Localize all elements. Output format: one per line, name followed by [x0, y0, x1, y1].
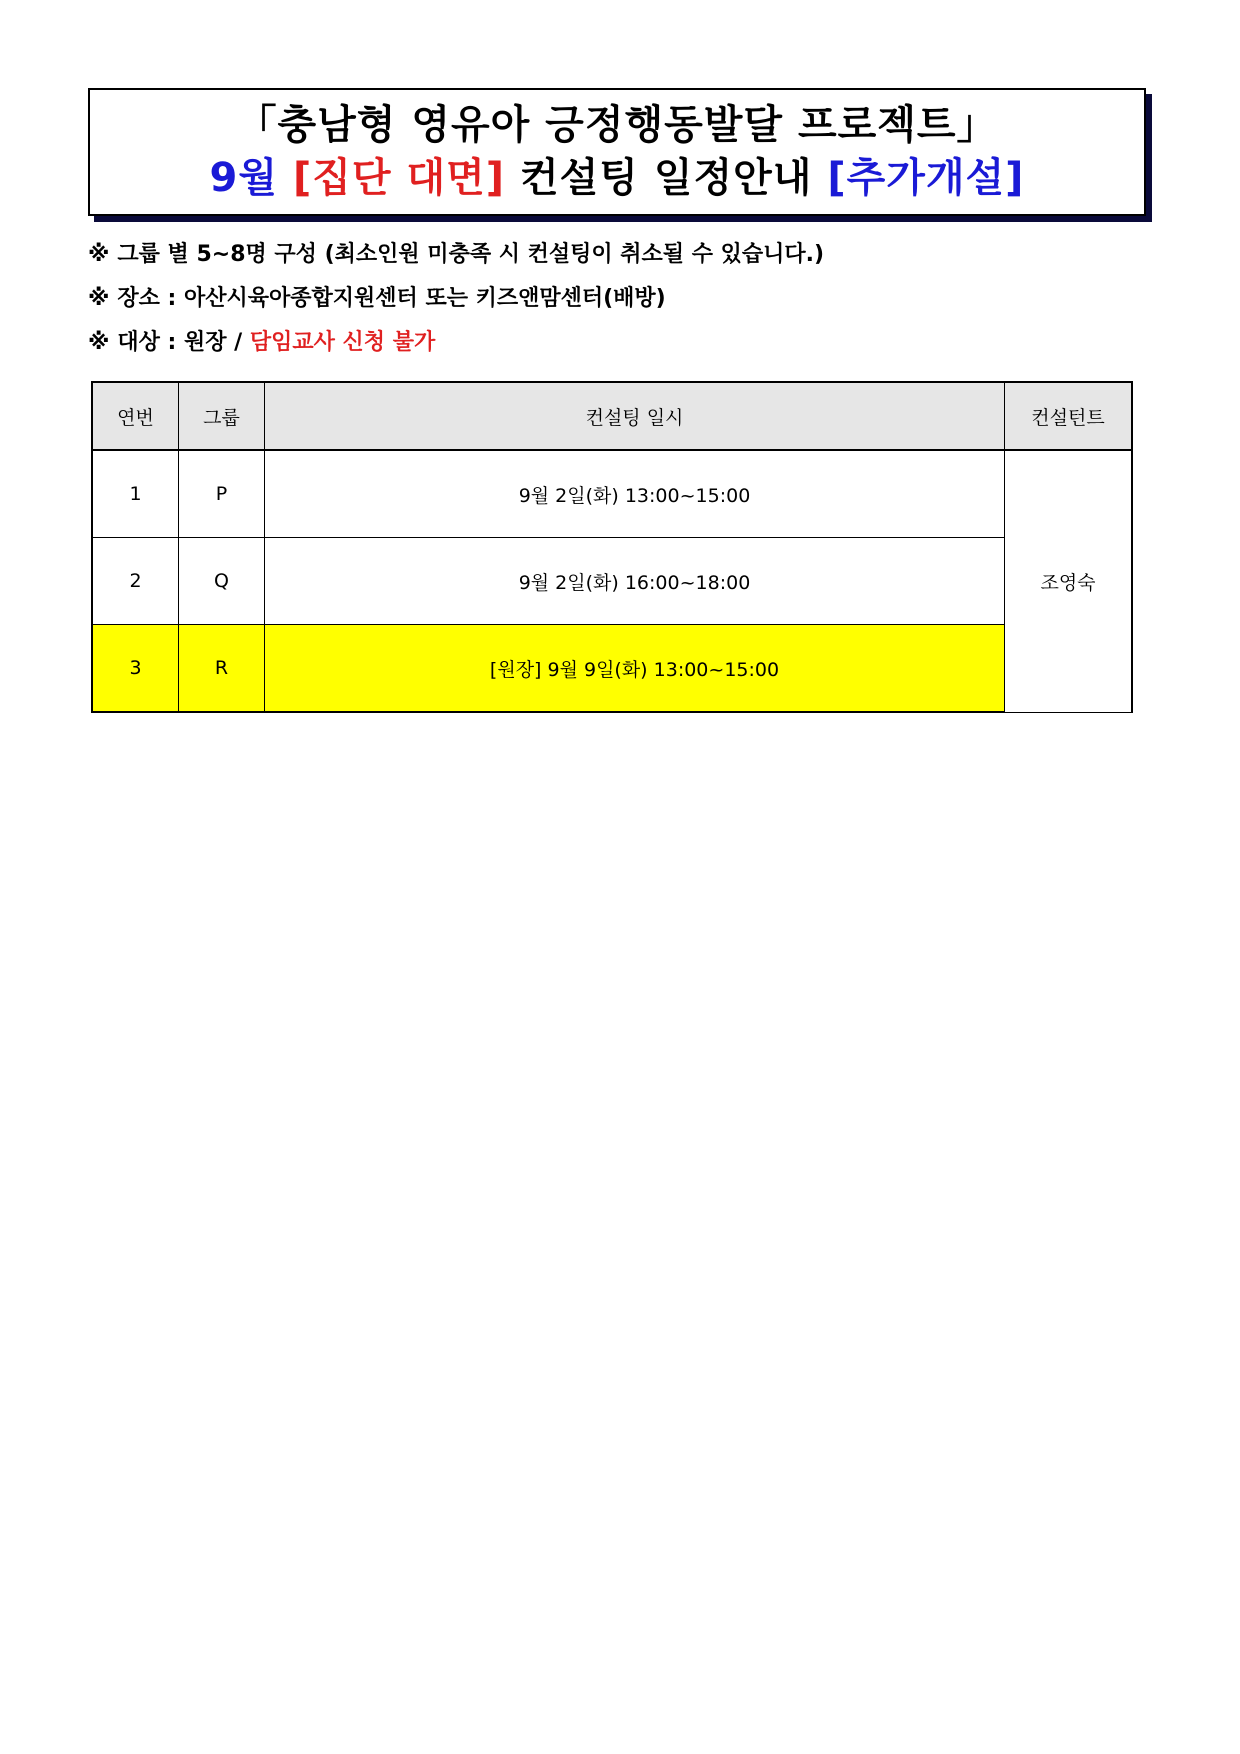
row-datetime: [원장] 9월 9일(화) 13:00~15:00 — [265, 625, 1005, 713]
title-type: [집단 대면] — [292, 155, 506, 201]
reference-mark: ※ — [88, 242, 110, 267]
title-month: 9월 — [209, 155, 279, 201]
header-group: 그룹 — [179, 382, 265, 450]
title-box — [88, 88, 1146, 216]
row-group: Q — [179, 538, 265, 625]
schedule-title — [210, 151, 1025, 205]
note-target-text: 대상 : 원장 / — [117, 330, 243, 355]
row-group: P — [179, 450, 265, 538]
row-datetime: 9월 2일(화) 13:00~15:00 — [265, 450, 1005, 538]
project-title: 「충남형 영유아 긍정행동발달 프로젝트」 — [236, 102, 998, 148]
header-no: 연번 — [92, 382, 179, 450]
note-target — [88, 326, 824, 370]
table-row — [92, 450, 1132, 538]
reference-mark: ※ — [88, 286, 110, 311]
note-group-size — [88, 238, 824, 282]
reference-mark: ※ — [88, 330, 110, 355]
note-place — [88, 282, 824, 326]
notes-section — [88, 238, 824, 370]
note-target-warning: 담임교사 신청 불가 — [249, 330, 436, 355]
table-row — [92, 538, 1132, 625]
header-consultant: 컨설턴트 — [1005, 382, 1133, 450]
title-extra: [추가개설] — [827, 155, 1025, 201]
row-group: R — [179, 625, 265, 713]
row-datetime: 9월 2일(화) 16:00~18:00 — [265, 538, 1005, 625]
row-no: 3 — [92, 625, 179, 713]
row-no: 1 — [92, 450, 179, 538]
header-datetime: 컨설팅 일시 — [265, 382, 1005, 450]
schedule-table — [91, 381, 1133, 713]
consultant-name: 조영숙 — [1005, 450, 1133, 712]
table-row-highlighted — [92, 625, 1132, 713]
row-no: 2 — [92, 538, 179, 625]
title-main: 컨설팅 일정안내 — [519, 155, 813, 201]
note-place-text: 장소 : 아산시육아종합지원센터 또는 키즈앤맘센터(배방) — [117, 286, 666, 311]
table-header-row — [92, 382, 1132, 450]
note-group-text: 그룹 별 5~8명 구성 (최소인원 미충족 시 컨설팅이 취소될 수 있습니다.) — [117, 242, 825, 267]
